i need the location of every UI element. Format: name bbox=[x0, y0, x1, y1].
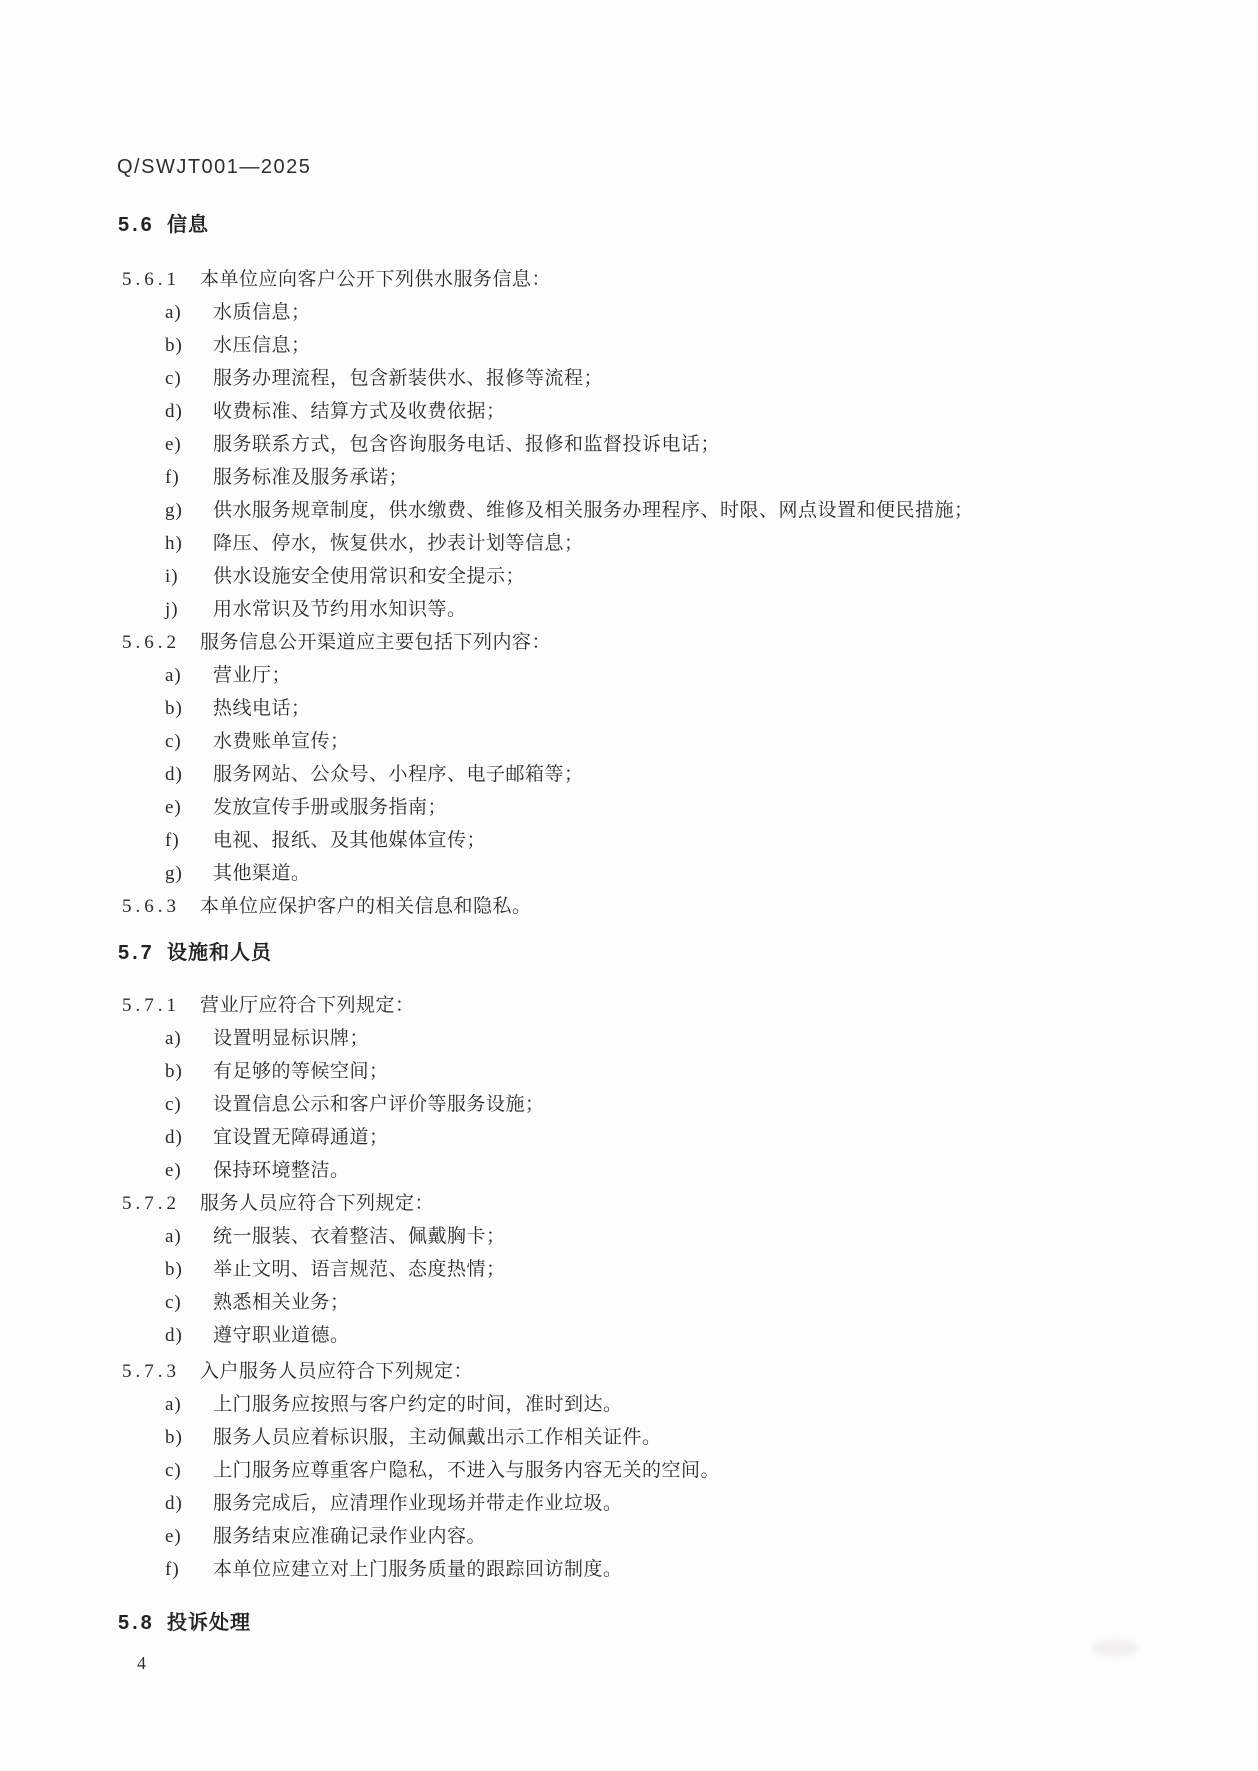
list-item-text: 遵守职业道德。 bbox=[213, 1325, 350, 1346]
list-item-label: a) bbox=[165, 665, 182, 686]
list-item-text: 设置信息公示和客户评价等服务设施； bbox=[213, 1094, 545, 1115]
clause-text: 本单位应保护客户的相关信息和隐私。 bbox=[200, 896, 532, 917]
list-item-label: b) bbox=[165, 335, 183, 356]
list-item-label: d) bbox=[165, 1325, 183, 1346]
list-item-label: a) bbox=[165, 1394, 182, 1415]
list-item bbox=[108, 857, 1208, 890]
clause-number: 5.6.2 bbox=[122, 632, 180, 653]
list-item bbox=[108, 1022, 1208, 1055]
clause-text: 本单位应向客户公开下列供水服务信息： bbox=[200, 269, 552, 290]
page-number: 4 bbox=[137, 1653, 146, 1673]
list-item-text: 电视、报纸、及其他媒体宣传； bbox=[213, 830, 487, 851]
section-number: 5.7 bbox=[118, 942, 155, 964]
list-item-text: 水压信息； bbox=[213, 335, 311, 356]
clause-text: 入户服务人员应符合下列规定： bbox=[200, 1361, 474, 1382]
list-item bbox=[108, 1088, 1208, 1121]
list-item-text: 上门服务应尊重客户隐私，不进入与服务内容无关的空间。 bbox=[213, 1460, 721, 1481]
list-item-text: 其他渠道。 bbox=[213, 863, 311, 884]
section-title: 投诉处理 bbox=[167, 1612, 251, 1634]
list-item bbox=[108, 1421, 1208, 1454]
section-number: 5.6 bbox=[118, 214, 155, 236]
clause-number: 5.7.1 bbox=[122, 995, 180, 1016]
section-title: 信息 bbox=[167, 214, 209, 236]
list-item-label: a) bbox=[165, 302, 182, 323]
list-item-label: a) bbox=[165, 1028, 182, 1049]
list-item-text: 宜设置无障碍通道； bbox=[213, 1127, 389, 1148]
list-item-label: f) bbox=[165, 467, 180, 488]
list-item bbox=[108, 593, 1208, 626]
list-item-label: e) bbox=[165, 797, 182, 818]
list-item-text: 供水设施安全使用常识和安全提示； bbox=[213, 566, 526, 587]
list-item-text: 服务人员应着标识服，主动佩戴出示工作相关证件。 bbox=[213, 1427, 662, 1448]
list-item bbox=[108, 824, 1208, 857]
list-item bbox=[108, 692, 1208, 725]
clause-5-7-3 bbox=[108, 1355, 1208, 1388]
list-item-label: g) bbox=[165, 863, 183, 884]
list-item-text: 统一服装、衣着整洁、佩戴胸卡； bbox=[213, 1226, 506, 1247]
list-item-text: 服务标准及服务承诺； bbox=[213, 467, 409, 488]
list-item-label: c) bbox=[165, 731, 182, 752]
clause-number: 5.7.3 bbox=[122, 1361, 180, 1382]
clause-text: 营业厅应符合下列规定： bbox=[200, 995, 415, 1016]
section-heading-5-7 bbox=[108, 940, 1208, 966]
clause-number: 5.7.2 bbox=[122, 1193, 180, 1214]
list-item-text: 服务联系方式，包含咨询服务电话、报修和监督投诉电话； bbox=[213, 434, 721, 455]
list-item-label: a) bbox=[165, 1226, 182, 1247]
list-item-text: 服务办理流程，包含新装供水、报修等流程； bbox=[213, 368, 604, 389]
list-item-text: 熟悉相关业务； bbox=[213, 1292, 350, 1313]
clause-5-7-2 bbox=[108, 1187, 1208, 1220]
list-item bbox=[108, 1520, 1208, 1553]
list-item-label: b) bbox=[165, 1427, 183, 1448]
list-item bbox=[108, 1121, 1208, 1154]
list-item-text: 上门服务应按照与客户约定的时间，准时到达。 bbox=[213, 1394, 623, 1415]
list-item-label: f) bbox=[165, 1559, 180, 1580]
list-item bbox=[108, 1454, 1208, 1487]
list-item-text: 水费账单宣传； bbox=[213, 731, 350, 752]
list-item bbox=[108, 461, 1208, 494]
list-item-text: 热线电话； bbox=[213, 698, 311, 719]
list-item-label: d) bbox=[165, 1127, 183, 1148]
clause-5-6-1 bbox=[108, 263, 1208, 296]
list-item-text: 降压、停水，恢复供水，抄表计划等信息； bbox=[213, 533, 584, 554]
list-item-text: 服务网站、公众号、小程序、电子邮箱等； bbox=[213, 764, 584, 785]
list-item-label: d) bbox=[165, 1493, 183, 1514]
list-item bbox=[108, 1487, 1208, 1520]
list-item bbox=[108, 725, 1208, 758]
list-item bbox=[108, 329, 1208, 362]
list-item bbox=[108, 1154, 1208, 1187]
list-item-label: d) bbox=[165, 401, 183, 422]
scan-smudge bbox=[1092, 1640, 1138, 1656]
list-item bbox=[108, 659, 1208, 692]
list-item-text: 举止文明、语言规范、态度热情； bbox=[213, 1259, 506, 1280]
list-item bbox=[108, 494, 1208, 527]
list-item-text: 服务结束应准确记录作业内容。 bbox=[213, 1526, 487, 1547]
clause-text: 服务信息公开渠道应主要包括下列内容： bbox=[200, 632, 552, 653]
list-item bbox=[108, 560, 1208, 593]
list-item-label: e) bbox=[165, 1160, 182, 1181]
list-item-label: b) bbox=[165, 1259, 183, 1280]
list-item-label: f) bbox=[165, 830, 180, 851]
list-item-label: d) bbox=[165, 764, 183, 785]
clause-text: 服务人员应符合下列规定： bbox=[200, 1193, 435, 1214]
list-item-label: g) bbox=[165, 500, 183, 521]
clause-5-6-3 bbox=[108, 890, 1208, 923]
list-item-text: 本单位应建立对上门服务质量的跟踪回访制度。 bbox=[213, 1559, 623, 1580]
list-item-text: 设置明显标识牌； bbox=[213, 1028, 370, 1049]
list-item-label: c) bbox=[165, 1460, 182, 1481]
list-item-text: 发放宣传手册或服务指南； bbox=[213, 797, 448, 818]
list-item bbox=[108, 1319, 1208, 1352]
list-item bbox=[108, 1055, 1208, 1088]
list-item-label: c) bbox=[165, 1094, 182, 1115]
section-heading-5-6 bbox=[108, 212, 1208, 238]
list-item-label: h) bbox=[165, 533, 183, 554]
list-item bbox=[108, 1388, 1208, 1421]
clause-number: 5.6.3 bbox=[122, 896, 180, 917]
list-item bbox=[108, 362, 1208, 395]
section-heading-5-8 bbox=[108, 1610, 1208, 1636]
list-item-text: 供水服务规章制度，供水缴费、维修及相关服务办理程序、时限、网点设置和便民措施； bbox=[213, 500, 974, 521]
list-item-text: 营业厅； bbox=[213, 665, 292, 686]
list-item-label: b) bbox=[165, 1061, 183, 1082]
list-item-label: e) bbox=[165, 434, 182, 455]
clause-5-6-2 bbox=[108, 626, 1208, 659]
list-item-text: 水质信息； bbox=[213, 302, 311, 323]
clause-number: 5.6.1 bbox=[122, 269, 180, 290]
list-item-text: 用水常识及节约用水知识等。 bbox=[213, 599, 467, 620]
list-item-text: 有足够的等候空间； bbox=[213, 1061, 389, 1082]
list-item bbox=[108, 758, 1208, 791]
list-item-text: 保持环境整洁。 bbox=[213, 1160, 350, 1181]
standard-code-header: Q/SWJT001—2025 bbox=[117, 156, 312, 178]
list-item-label: e) bbox=[165, 1526, 182, 1547]
list-item bbox=[108, 1286, 1208, 1319]
list-item bbox=[108, 395, 1208, 428]
list-item bbox=[108, 1220, 1208, 1253]
list-item-label: i) bbox=[165, 566, 179, 587]
list-item bbox=[108, 428, 1208, 461]
list-item-label: b) bbox=[165, 698, 183, 719]
list-item-label: c) bbox=[165, 368, 182, 389]
clause-5-7-1 bbox=[108, 989, 1208, 1022]
list-item-text: 服务完成后，应清理作业现场并带走作业垃圾。 bbox=[213, 1493, 623, 1514]
section-number: 5.8 bbox=[118, 1612, 155, 1634]
list-item-label: j) bbox=[165, 599, 179, 620]
list-item bbox=[108, 791, 1208, 824]
list-item bbox=[108, 527, 1208, 560]
list-item bbox=[108, 1253, 1208, 1286]
list-item-label: c) bbox=[165, 1292, 182, 1313]
list-item bbox=[108, 296, 1208, 329]
list-item-text: 收费标准、结算方式及收费依据； bbox=[213, 401, 506, 422]
list-item bbox=[108, 1553, 1208, 1586]
section-title: 设施和人员 bbox=[167, 942, 272, 964]
